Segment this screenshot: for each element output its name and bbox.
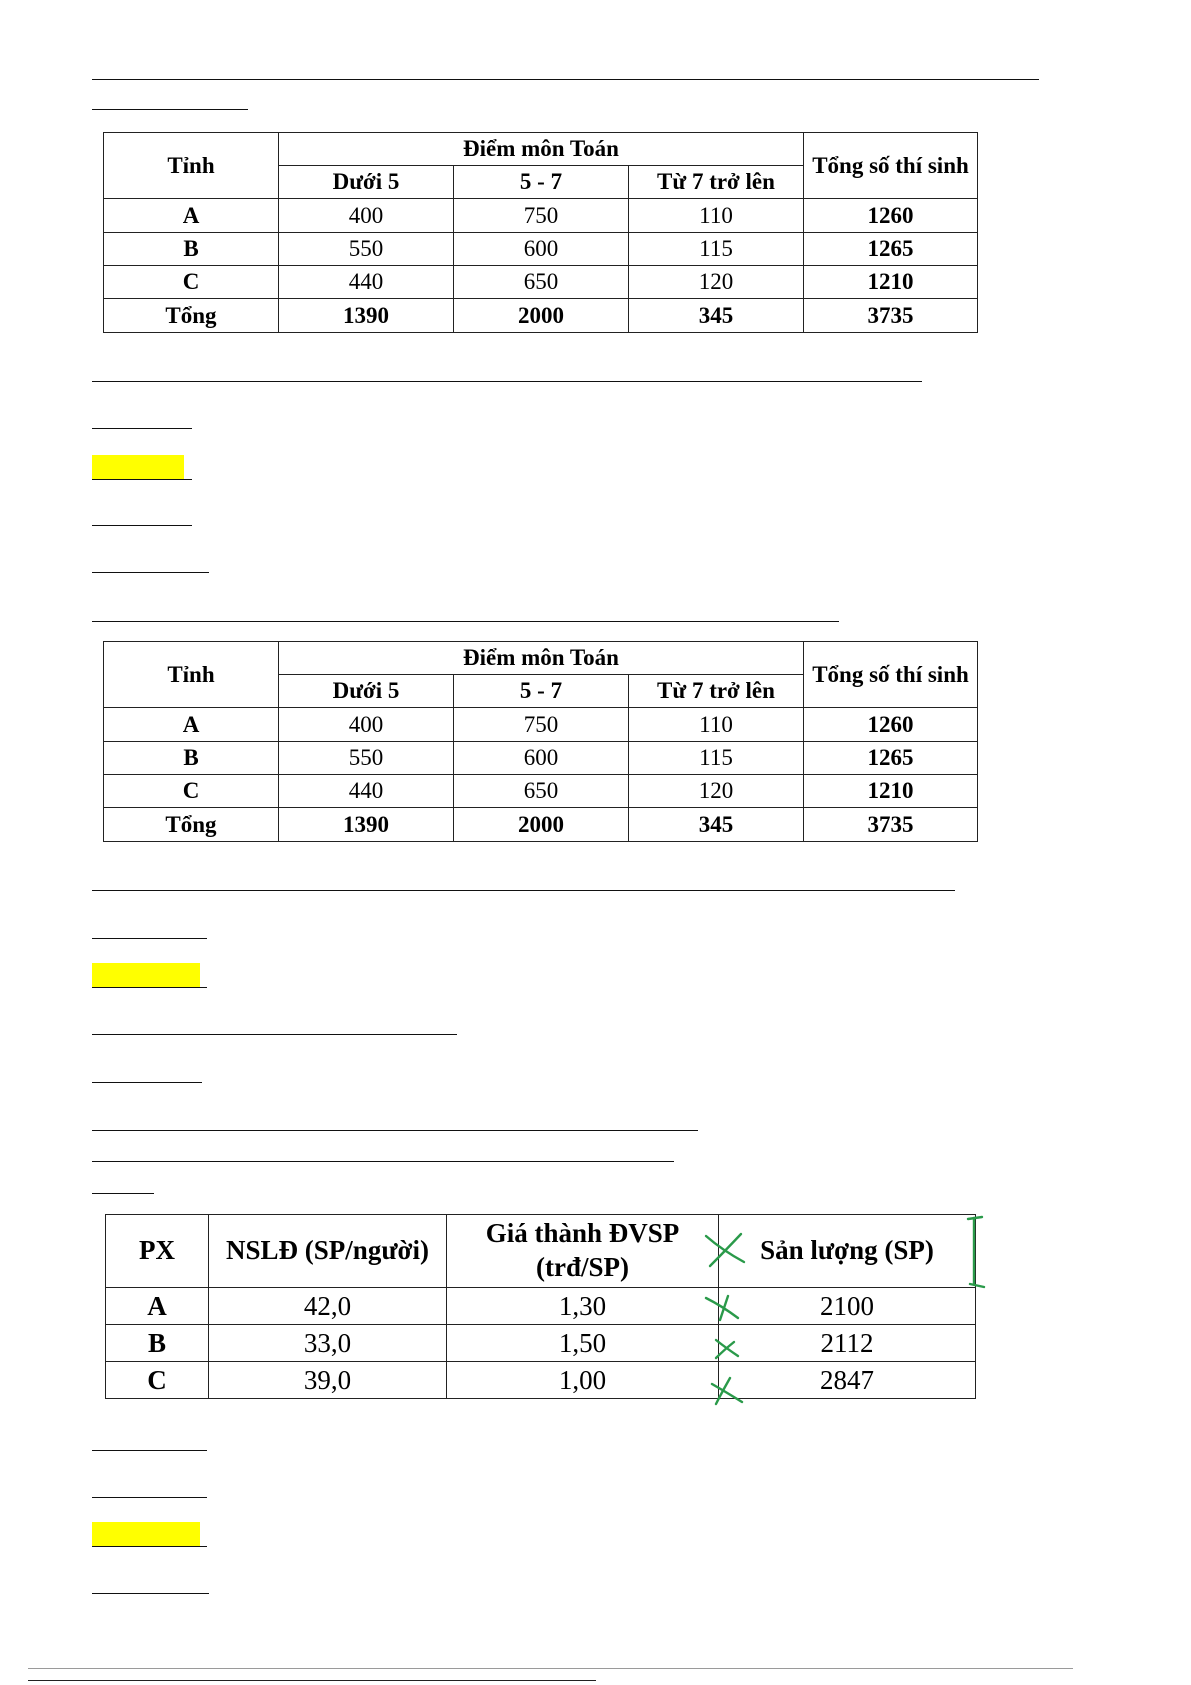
check-x-mark xyxy=(712,1384,742,1402)
sum-total-cell: 3735 xyxy=(804,808,978,842)
value-cell: 115 xyxy=(629,742,804,775)
total-cell: 1210 xyxy=(804,775,978,808)
header-math-score: Điểm môn Toán xyxy=(279,642,804,675)
value-cell: 400 xyxy=(279,199,454,233)
header-total-candidates: Tổng số thí sinh xyxy=(804,642,978,708)
header-province: Tỉnh xyxy=(104,133,279,199)
province-cell: B xyxy=(104,742,279,775)
value-cell: 440 xyxy=(279,775,454,808)
value-cell: 600 xyxy=(454,233,629,266)
value-cell: 440 xyxy=(279,266,454,299)
subheader-7-plus: Từ 7 trở lên xyxy=(629,675,804,708)
header-px: PX xyxy=(106,1215,209,1288)
header-unit-cost: Giá thành ĐVSP (trđ/SP) xyxy=(447,1215,719,1288)
value-cell: 600 xyxy=(454,742,629,775)
header-output: Sản lượng (SP) xyxy=(719,1215,976,1288)
province-cell: C xyxy=(104,775,279,808)
unit-cost-cell: 1,00 xyxy=(447,1362,719,1399)
option-line xyxy=(92,1593,209,1594)
unit-cost-cell: 1,30 xyxy=(447,1288,719,1325)
sum-cell: 2000 xyxy=(454,808,629,842)
value-cell: 750 xyxy=(454,708,629,742)
province-cell: B xyxy=(104,233,279,266)
header-math-score: Điểm môn Toán xyxy=(279,133,804,166)
subheader-7-plus: Từ 7 trở lên xyxy=(629,166,804,199)
output-cell: 2100 xyxy=(719,1288,976,1325)
unit-cost-cell: 1,50 xyxy=(447,1325,719,1362)
sum-label: Tổng xyxy=(104,299,279,333)
answer-highlight xyxy=(92,1522,200,1547)
check-x-mark xyxy=(720,1296,728,1320)
value-cell: 120 xyxy=(629,266,804,299)
total-cell: 1265 xyxy=(804,233,978,266)
header-nsld: NSLĐ (SP/người) xyxy=(209,1215,447,1288)
footer-rule xyxy=(28,1680,596,1681)
option-line xyxy=(92,1450,207,1451)
sum-label: Tổng xyxy=(104,808,279,842)
total-cell: 1260 xyxy=(804,708,978,742)
px-cell: A xyxy=(106,1288,209,1325)
option-line xyxy=(92,1497,207,1498)
check-x-mark xyxy=(706,1236,744,1262)
value-cell: 400 xyxy=(279,708,454,742)
check-x-mark xyxy=(710,1234,741,1266)
value-cell: 550 xyxy=(279,742,454,775)
subheader-5-7: 5 - 7 xyxy=(454,675,629,708)
nsld-cell: 39,0 xyxy=(209,1362,447,1399)
output-cell: 2847 xyxy=(719,1362,976,1399)
subheader-below-5: Dưới 5 xyxy=(279,675,454,708)
sum-cell: 2000 xyxy=(454,299,629,333)
nsld-cell: 33,0 xyxy=(209,1325,447,1362)
province-cell: A xyxy=(104,199,279,233)
value-cell: 120 xyxy=(629,775,804,808)
value-cell: 110 xyxy=(629,199,804,233)
option-line xyxy=(92,1546,207,1547)
subheader-below-5: Dưới 5 xyxy=(279,166,454,199)
total-cell: 1210 xyxy=(804,266,978,299)
province-cell: C xyxy=(104,266,279,299)
value-cell: 650 xyxy=(454,266,629,299)
bracket-mark xyxy=(970,1284,984,1287)
value-cell: 110 xyxy=(629,708,804,742)
value-cell: 115 xyxy=(629,233,804,266)
px-cell: C xyxy=(106,1362,209,1399)
output-cell: 2112 xyxy=(719,1325,976,1362)
sum-cell: 345 xyxy=(629,808,804,842)
value-cell: 750 xyxy=(454,199,629,233)
footer-rule xyxy=(28,1668,1073,1669)
subheader-5-7: 5 - 7 xyxy=(454,166,629,199)
total-cell: 1260 xyxy=(804,199,978,233)
check-x-mark xyxy=(716,1378,730,1404)
total-cell: 1265 xyxy=(804,742,978,775)
header-total-candidates: Tổng số thí sinh xyxy=(804,133,978,199)
header-province: Tỉnh xyxy=(104,642,279,708)
sum-cell: 1390 xyxy=(279,299,454,333)
value-cell: 650 xyxy=(454,775,629,808)
sum-cell: 1390 xyxy=(279,808,454,842)
value-cell: 550 xyxy=(279,233,454,266)
nsld-cell: 42,0 xyxy=(209,1288,447,1325)
province-cell: A xyxy=(104,708,279,742)
px-cell: B xyxy=(106,1325,209,1362)
sum-cell: 345 xyxy=(629,299,804,333)
sum-total-cell: 3735 xyxy=(804,299,978,333)
